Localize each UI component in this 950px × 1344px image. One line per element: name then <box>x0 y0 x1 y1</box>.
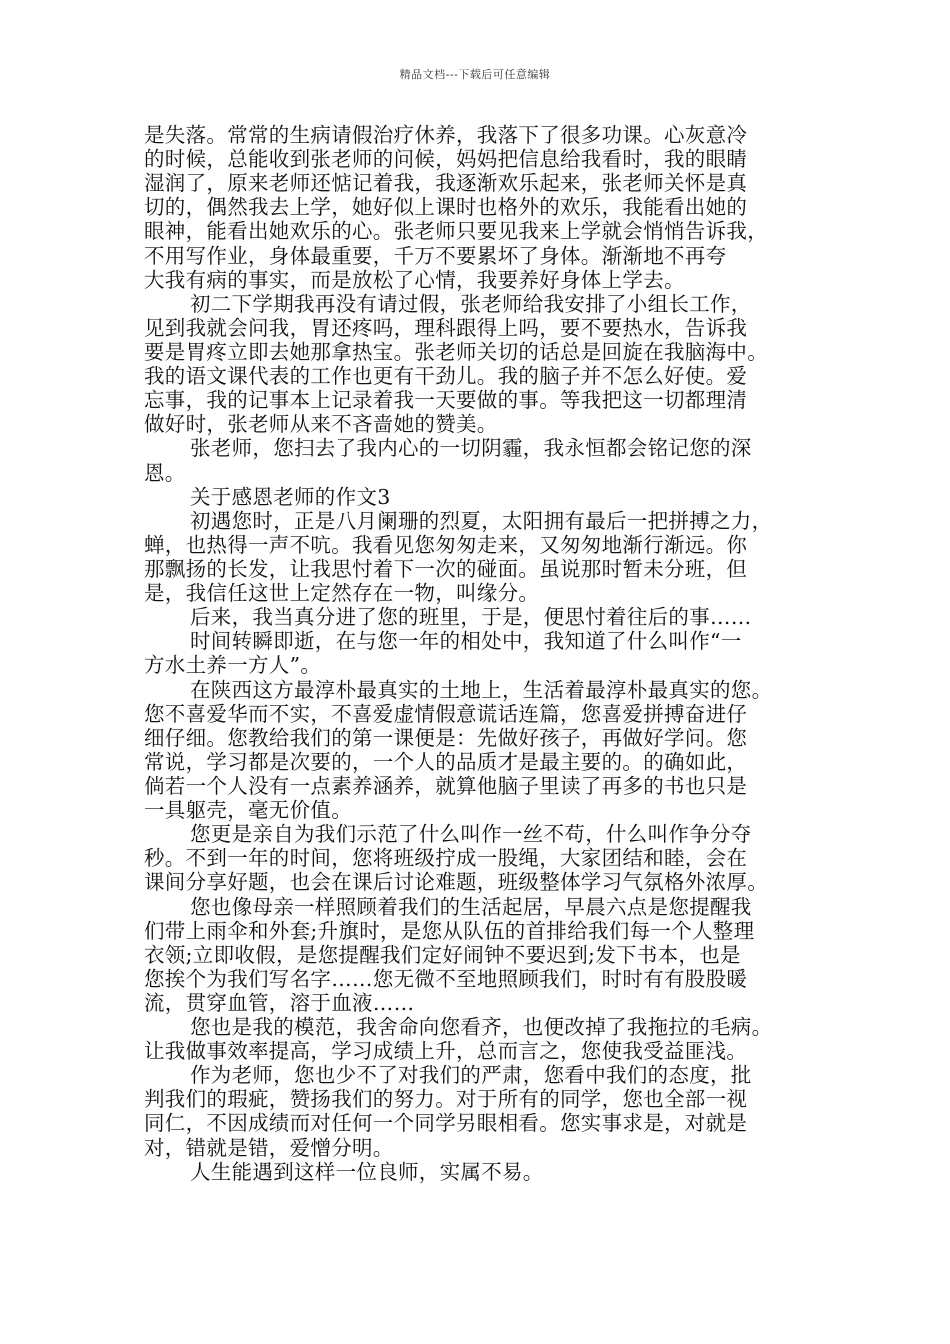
text-line: 是失落。常常的生病请假治疗休养，我落下了很多功课。心灰意冷 <box>144 123 748 147</box>
text-line: 一具躯壳，毫无价值。 <box>144 798 352 823</box>
text-line: 的时候，总能收到张老师的问候，妈妈把信息给我看时，我的眼睛 <box>144 147 748 172</box>
text-line: 细仔细。您教给我们的第一课便是：先做好孩子，再做好学问。您 <box>144 725 748 750</box>
text-line: 对，错就是错，爱憎分明。 <box>144 1135 394 1160</box>
text-line: 我的语文课代表的工作也更有干劲儿。我的脑子并不怎么好使。爱 <box>144 364 748 389</box>
paragraph-first-line: 您也是我的模范，我舍命向您看齐，也便改掉了我拖拉的毛病。 <box>190 1015 773 1040</box>
paragraph-first-line: 张老师，您扫去了我内心的一切阴霾，我永恒都会铭记您的深 <box>190 436 752 461</box>
text-line: 忘事，我的记事本上记录着我一天要做的事。等我把这一切都理清 <box>144 388 748 413</box>
text-line: 蝉，也热得一声不吭。我看见您匆匆走来，又匆匆地渐行渐远。你 <box>144 532 748 557</box>
text-line: 让我做事效率提高，学习成绩上升，总而言之，您使我受益匪浅。 <box>144 1039 748 1064</box>
text-line: 湿润了，原来老师还惦记着我，我逐渐欢乐起来，张老师关怀是真 <box>144 171 748 196</box>
text-line: 恩。 <box>144 460 186 485</box>
paragraph-first-line: 人生能遇到这样一位良师，实属不易。 <box>190 1159 544 1184</box>
paragraph-first-line: 后来，我当真分进了您的班里，于是，便思忖着往后的事…… <box>190 605 752 630</box>
paragraph-first-line: 时间转瞬即逝，在与您一年的相处中，我知道了什么叫作“一 <box>190 629 742 654</box>
text-line: 您挨个为我们写名字……您无微不至地照顾我们，时时有有股股暖 <box>144 966 748 991</box>
text-line: 同仁，不因成绩而对任何一个同学另眼相看。您实事求是，对就是 <box>144 1111 748 1136</box>
text-line: 做好时，张老师从来不吝啬她的赞美。 <box>144 412 498 437</box>
paragraph-first-line: 关于感恩老师的作文3 <box>190 484 391 509</box>
text-line: 要是胃疼立即去她那拿热宝。张老师关切的话总是回旋在我脑海中。 <box>144 339 768 364</box>
text-line: 方水土养一方人”。 <box>144 653 322 678</box>
text-line: 那飘扬的长发，让我思忖着下一次的碰面。虽说那时暂未分班，但 <box>144 556 748 581</box>
text-line: 倘若一个人没有一点素养涵养，就算他脑子里读了再多的书也只是 <box>144 773 748 798</box>
text-line: 秒。不到一年的时间，您将班级拧成一股绳，大家团结和睦，会在 <box>144 846 748 871</box>
text-line: 课间分享好题，也会在课后讨论难题，班级整体学习气氛格外浓厚。 <box>144 870 768 895</box>
text-line: 是，我信任这世上定然存在一物，叫缘分。 <box>144 581 540 606</box>
paragraph-first-line: 初遇您时，正是八月阑珊的烈夏，太阳拥有最后一把拼搏之力， <box>190 508 773 533</box>
page-header: 精品文档---下载后可任意编辑 <box>399 68 551 81</box>
text-line: 流，贯穿血管，溶于血液…… <box>144 990 415 1015</box>
text-line: 您不喜爱华而不实，不喜爱虚情假意谎话连篇，您喜爱拼搏奋进仔 <box>144 701 748 726</box>
text-line: 衣领;立即收假，是您提醒我们定好闹钟不要迟到;发下书本，也是 <box>144 942 741 967</box>
text-line: 大我有病的事实，而是放松了心情，我要养好身体上学去。 <box>144 267 685 292</box>
paragraph-first-line: 您更是亲自为我们示范了什么叫作一丝不苟，什么叫作争分夺 <box>190 822 752 847</box>
text-line: 判我们的瑕疵，赞扬我们的努力。对于所有的同学，您也全部一视 <box>144 1087 748 1112</box>
document-body <box>144 123 820 1184</box>
paragraph-first-line: 您也像母亲一样照顾着我们的生活起居，早晨六点是您提醒我 <box>190 894 752 919</box>
paragraph-first-line: 在陕西这方最淳朴最真实的土地上，生活着最淳朴最真实的您。 <box>190 677 773 702</box>
text-line: 不用写作业，身体最重要，千万不要累坏了身体。渐渐地不再夸 <box>144 243 727 268</box>
paragraph-first-line: 作为老师，您也少不了对我们的严肃，您看中我们的态度，批 <box>190 1063 752 1088</box>
text-line: 见到我就会问我，胃还疼吗，理科跟得上吗，要不要热水，告诉我 <box>144 315 748 340</box>
text-line: 眼神，能看出她欢乐的心。张老师只要见我来上学就会悄悄告诉我， <box>144 219 768 244</box>
text-line: 们带上雨伞和外套;升旗时，是您从队伍的首排给我们每一个人整理 <box>144 918 755 943</box>
paragraph-first-line: 初二下学期我再没有请过假，张老师给我安排了小组长工作， <box>190 291 752 316</box>
text-line: 常说，学习都是次要的，一个人的品质才是最主要的。的确如此， <box>144 749 748 774</box>
text-line: 切的，偶然我去上学，她好似上课时也格外的欢乐，我能看出她的 <box>144 195 748 220</box>
